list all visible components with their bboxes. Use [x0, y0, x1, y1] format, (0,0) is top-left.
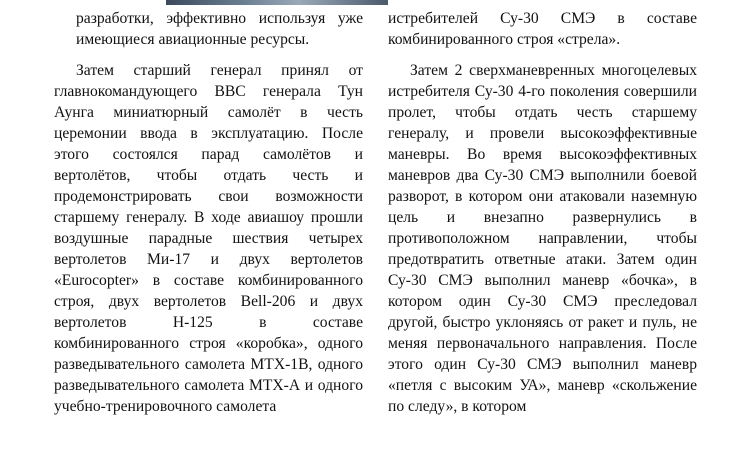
photo-bottom-edge	[166, 0, 388, 5]
right-continuation-text: истребителей Су-30 СМЭ в составе комбинированного строя «стрела».	[388, 10, 697, 48]
right-column	[388, 8, 697, 417]
left-paragraph: Затем старший генерал принял от главнокомандующего ВВС генерала Тун Аунга миниатюрный самолёт в честь церемонии ввода в эксплуатацию. После этого состоялся парад самолётов и вертолётов, чтобы отдать честь и продемонстрировать свои возможности старшему генералу. В ходе авиашоу прошли воздушные парадные шествия четырех вертолетов Ми-17 и двух вертолетов «Eurocopter» в составе комбинированного строя, двух вертолетов Bell-206 и двух вертолетов Н-125 в составе комбинированного строя «коробка», одного разведывательного самолета МТХ-1В, одного разведывательного самолета МТХ-А и одного учебно-тренировочного самолета	[54, 62, 363, 415]
left-column	[54, 8, 363, 417]
right-paragraph: Затем 2 сверхманевренных многоцелевых истребителя Су-30 4-го поколения совершили пролет, чтобы отдать честь старшему генералу, и провели высокоэффективные маневры. Во время высокоэффективных маневров два Су-30 СМЭ выполнили боевой разворот, в котором они атаковали наземную цель и внезапно развернулись в противоположном направлении, чтобы предотвратить ответные атаки. Затем один Су-30 СМЭ выполнил маневр «бочка», в котором один Су-30 СМЭ преследовал другой, быстро уклоняясь от ракет и пуль, не меняя первоначального направления. После этого один Су-30 СМЭ выполнил маневр «петля с высоким УА», маневр «скольжение по следу», в котором	[388, 62, 697, 415]
left-continuation-text: разработки, эффективно используя уже имеющиеся авиационные ресурсы.	[76, 10, 363, 48]
